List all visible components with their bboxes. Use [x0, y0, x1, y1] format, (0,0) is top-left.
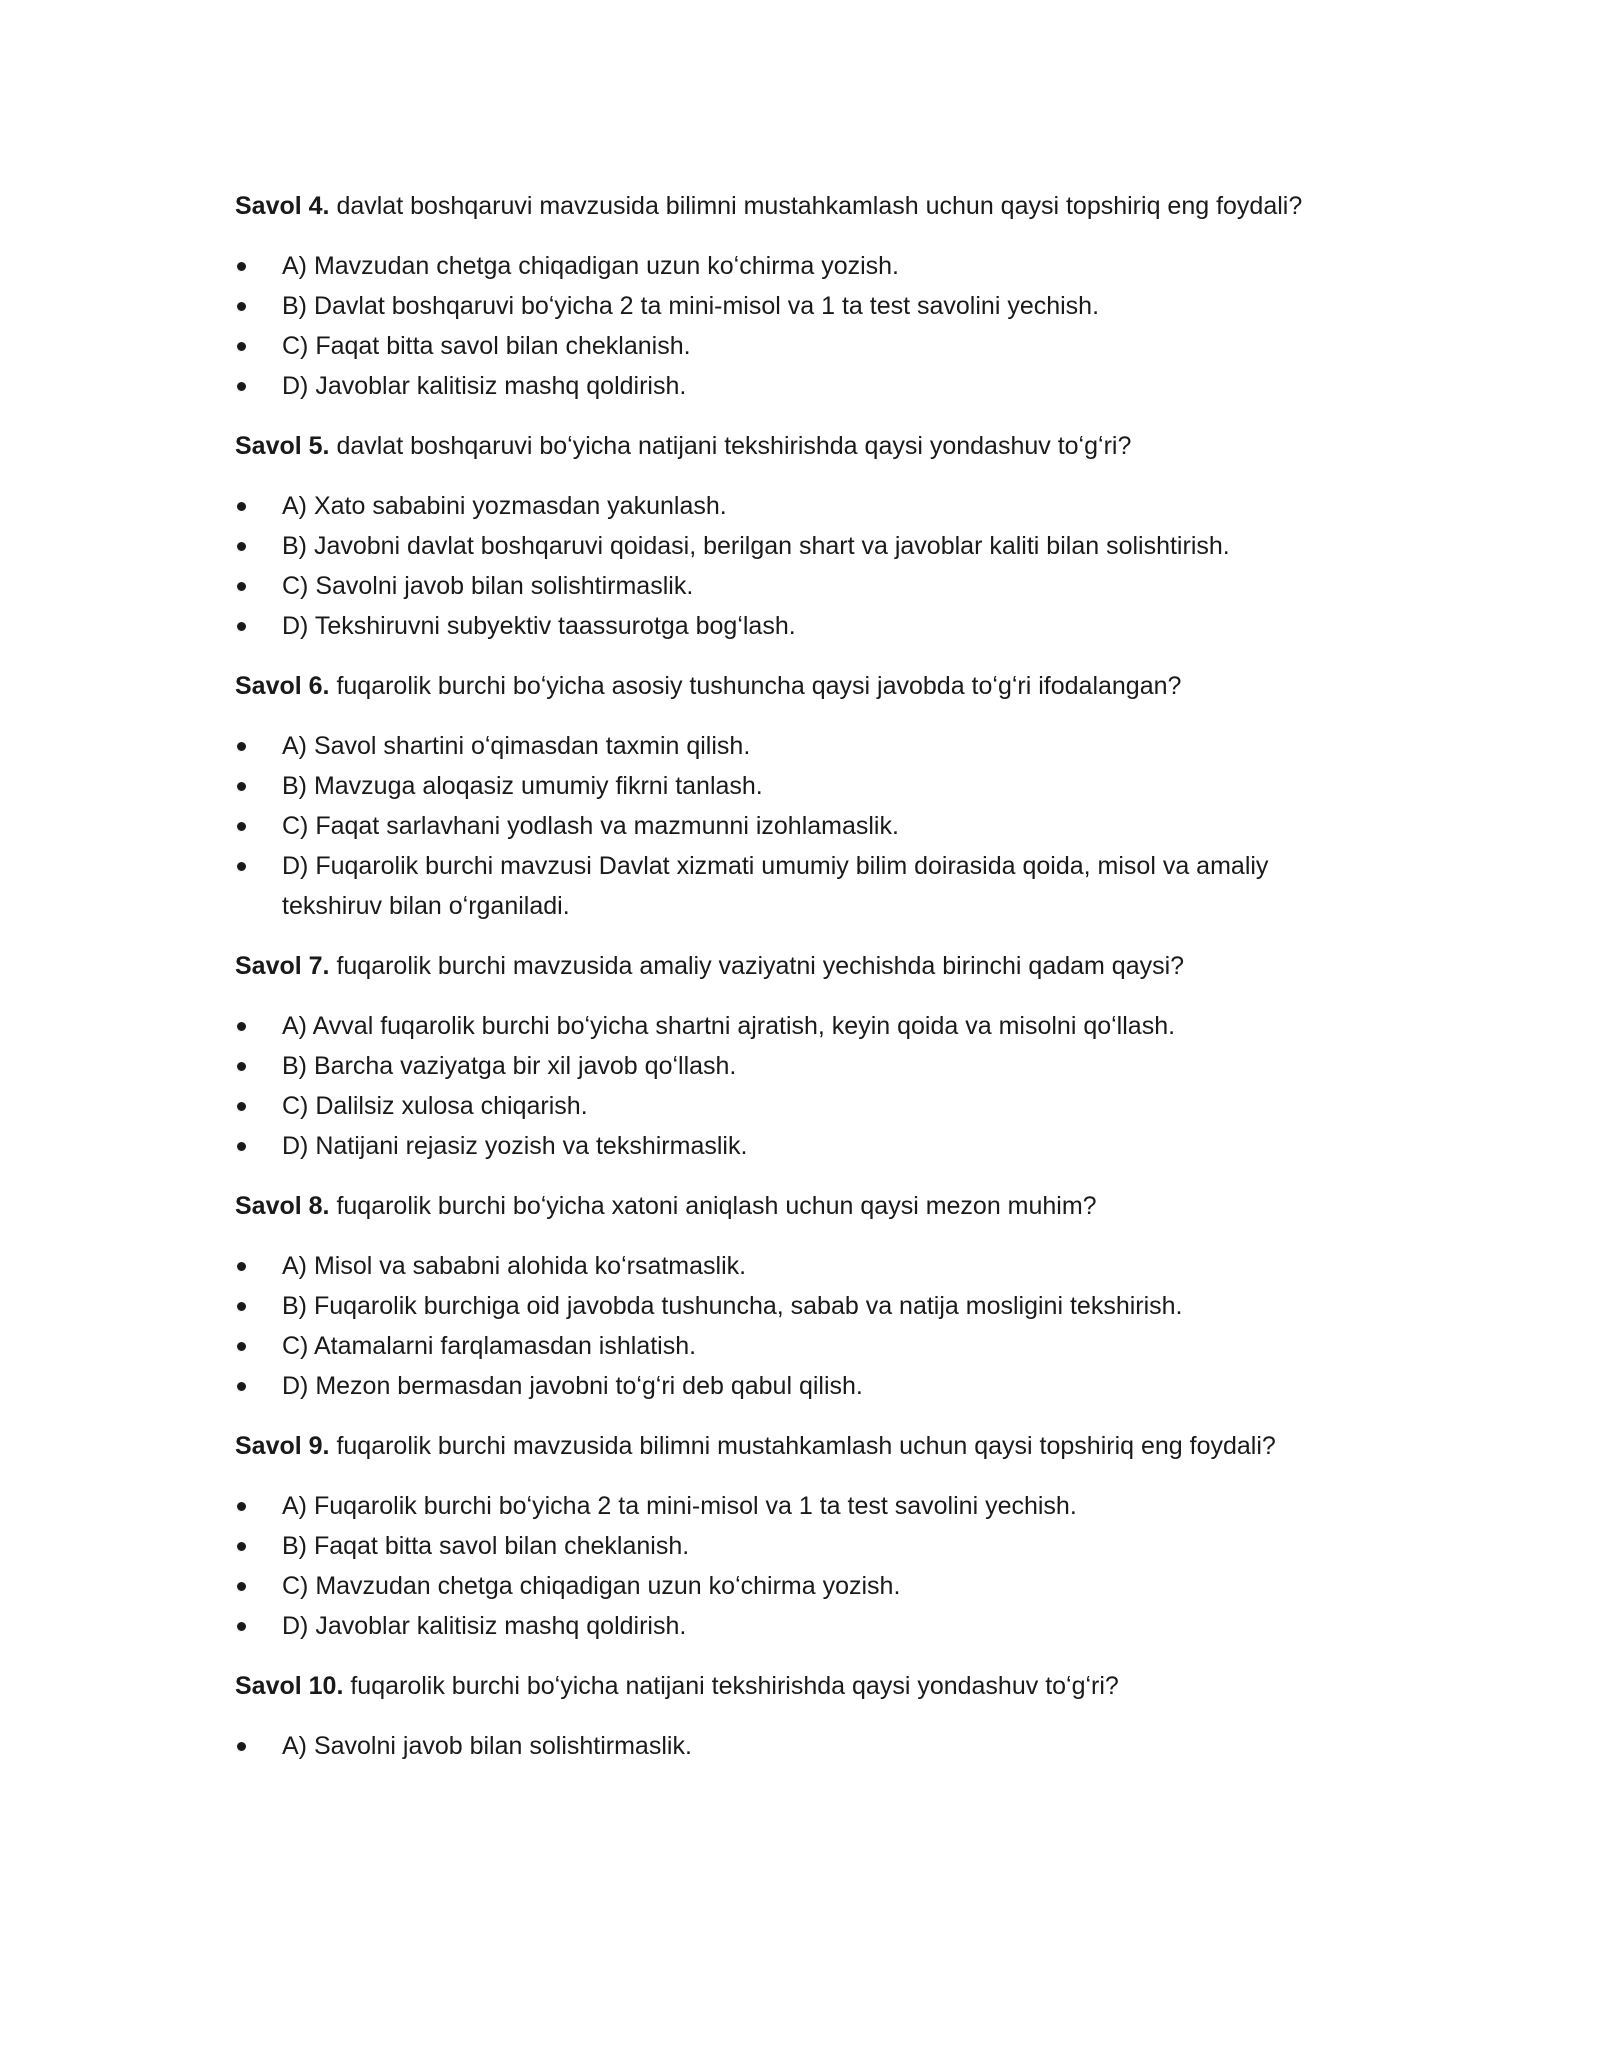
option-item [235, 326, 1375, 366]
question-text [235, 1666, 1375, 1706]
option-item [235, 1286, 1375, 1326]
question-body: davlat boshqaruvi mavzusida bilimni mustahkamlash uchun qaysi topshiriq eng foydali? [329, 192, 1303, 220]
option-text: C) Faqat bitta savol bilan cheklanish. [282, 332, 691, 360]
bullet-icon [237, 1582, 246, 1591]
option-text: A) Avval fuqarolik burchi boʻyicha shartni ajratish, keyin qoida va misolni qoʻllash. [282, 1012, 1176, 1040]
option-item [235, 1126, 1375, 1166]
bullet-icon [237, 1262, 246, 1271]
option-item [235, 566, 1375, 606]
option-text: C) Atamalarni farqlamasdan ishlatish. [282, 1332, 697, 1360]
bullet-icon [237, 1622, 246, 1631]
question-text [235, 666, 1375, 706]
question-body: fuqarolik burchi boʻyicha asosiy tushuncha qaysi javobda toʻgʻri ifodalangan? [329, 672, 1182, 700]
option-item [235, 806, 1375, 846]
bullet-icon [237, 622, 246, 631]
option-item [235, 606, 1375, 646]
option-item [235, 1086, 1375, 1126]
option-item [235, 286, 1375, 326]
question-label: Savol 8. [235, 1192, 330, 1220]
bullet-icon [237, 1742, 246, 1751]
question-10 [235, 1666, 1375, 1766]
option-item [235, 1726, 1375, 1766]
option-text: B) Fuqarolik burchiga oid javobda tushuncha, sabab va natija mosligini tekshirish. [282, 1292, 1183, 1320]
bullet-icon [237, 342, 246, 351]
bullet-icon [237, 262, 246, 271]
question-text [235, 946, 1375, 986]
question-8 [235, 1186, 1375, 1406]
question-label: Savol 5. [235, 432, 330, 460]
option-text: B) Mavzuga aloqasiz umumiy fikrni tanlash. [282, 772, 763, 800]
bullet-icon [237, 582, 246, 591]
option-text: A) Misol va sababni alohida koʻrsatmaslik. [282, 1252, 747, 1280]
bullet-icon [237, 1102, 246, 1111]
option-text: D) Natijani rejasiz yozish va tekshirmaslik. [282, 1132, 748, 1160]
option-item [235, 1566, 1375, 1606]
bullet-icon [237, 782, 246, 791]
bullet-icon [237, 1302, 246, 1311]
options-list [235, 246, 1375, 406]
options-list [235, 1006, 1375, 1166]
question-label: Savol 6. [235, 672, 330, 700]
option-item [235, 1006, 1375, 1046]
option-text: B) Faqat bitta savol bilan cheklanish. [282, 1532, 690, 1560]
bullet-icon [237, 822, 246, 831]
bullet-icon [237, 1142, 246, 1151]
question-text [235, 426, 1375, 466]
options-list [235, 1246, 1375, 1406]
bullet-icon [237, 1542, 246, 1551]
options-list [235, 1726, 1375, 1766]
question-body: fuqarolik burchi boʻyicha natijani tekshirishda qaysi yondashuv toʻgʻri? [343, 1672, 1119, 1700]
option-text: D) Javoblar kalitisiz mashq qoldirish. [282, 372, 687, 400]
option-text: A) Savolni javob bilan solishtirmaslik. [282, 1732, 692, 1760]
question-body: fuqarolik burchi mavzusida bilimni mustahkamlash uchun qaysi topshiriq eng foydali? [329, 1432, 1276, 1460]
question-label: Savol 9. [235, 1432, 330, 1460]
options-list [235, 1486, 1375, 1646]
option-item [235, 846, 1375, 926]
option-item [235, 246, 1375, 286]
option-item [235, 366, 1375, 406]
bullet-icon [237, 542, 246, 551]
option-item [235, 1046, 1375, 1086]
bullet-icon [237, 1342, 246, 1351]
bullet-icon [237, 742, 246, 751]
option-text: B) Javobni davlat boshqaruvi qoidasi, berilgan shart va javoblar kaliti bilan solishtirish. [282, 532, 1230, 560]
option-item [235, 1366, 1375, 1406]
option-item [235, 526, 1375, 566]
option-text: C) Faqat sarlavhani yodlash va mazmunni izohlamaslik. [282, 812, 899, 840]
question-4 [235, 186, 1375, 406]
question-label: Savol 7. [235, 952, 330, 980]
options-list [235, 486, 1375, 646]
option-item [235, 486, 1375, 526]
bullet-icon [237, 382, 246, 391]
question-7 [235, 946, 1375, 1166]
option-text: A) Fuqarolik burchi boʻyicha 2 ta mini-misol va 1 ta test savolini yechish. [282, 1492, 1077, 1520]
question-6 [235, 666, 1375, 926]
bullet-icon [237, 302, 246, 311]
question-text [235, 1186, 1375, 1226]
option-item [235, 1246, 1375, 1286]
option-text: A) Mavzudan chetga chiqadigan uzun koʻchirma yozish. [282, 252, 900, 280]
option-text: D) Mezon bermasdan javobni toʻgʻri deb qabul qilish. [282, 1372, 863, 1400]
bullet-icon [237, 1062, 246, 1071]
question-body: davlat boshqaruvi boʻyicha natijani tekshirishda qaysi yondashuv toʻgʻri? [329, 432, 1132, 460]
option-text: B) Davlat boshqaruvi boʻyicha 2 ta mini-misol va 1 ta test savolini yechish. [282, 292, 1100, 320]
option-text: D) Fuqarolik burchi mavzusi Davlat xizmati umumiy bilim doirasida qoida, misol va amaliy tekshiruv bilan oʻrganiladi. [282, 852, 1269, 920]
option-item [235, 1486, 1375, 1526]
question-body: fuqarolik burchi mavzusida amaliy vaziyatni yechishda birinchi qadam qaysi? [329, 952, 1185, 980]
option-item [235, 1326, 1375, 1366]
option-text: A) Xato sababini yozmasdan yakunlash. [282, 492, 727, 520]
question-label: Savol 10. [235, 1672, 344, 1700]
option-text: C) Mavzudan chetga chiqadigan uzun koʻchirma yozish. [282, 1572, 901, 1600]
question-9 [235, 1426, 1375, 1646]
bullet-icon [237, 1022, 246, 1031]
question-text [235, 1426, 1375, 1466]
bullet-icon [237, 1502, 246, 1511]
option-text: D) Tekshiruvni subyektiv taassurotga bogʻlash. [282, 612, 796, 640]
bullet-icon [237, 1382, 246, 1391]
option-text: B) Barcha vaziyatga bir xil javob qoʻllash. [282, 1052, 737, 1080]
bullet-icon [237, 862, 246, 871]
document-page [235, 186, 1375, 1786]
bullet-icon [237, 502, 246, 511]
question-5 [235, 426, 1375, 646]
option-text: C) Dalilsiz xulosa chiqarish. [282, 1092, 588, 1120]
option-item [235, 1606, 1375, 1646]
options-list [235, 726, 1375, 926]
option-item [235, 1526, 1375, 1566]
question-label: Savol 4. [235, 192, 330, 220]
option-text: D) Javoblar kalitisiz mashq qoldirish. [282, 1612, 687, 1640]
option-item [235, 726, 1375, 766]
option-item [235, 766, 1375, 806]
option-text: C) Savolni javob bilan solishtirmaslik. [282, 572, 694, 600]
option-text: A) Savol shartini oʻqimasdan taxmin qilish. [282, 732, 751, 760]
question-text [235, 186, 1375, 226]
question-body: fuqarolik burchi boʻyicha xatoni aniqlash uchun qaysi mezon muhim? [329, 1192, 1097, 1220]
